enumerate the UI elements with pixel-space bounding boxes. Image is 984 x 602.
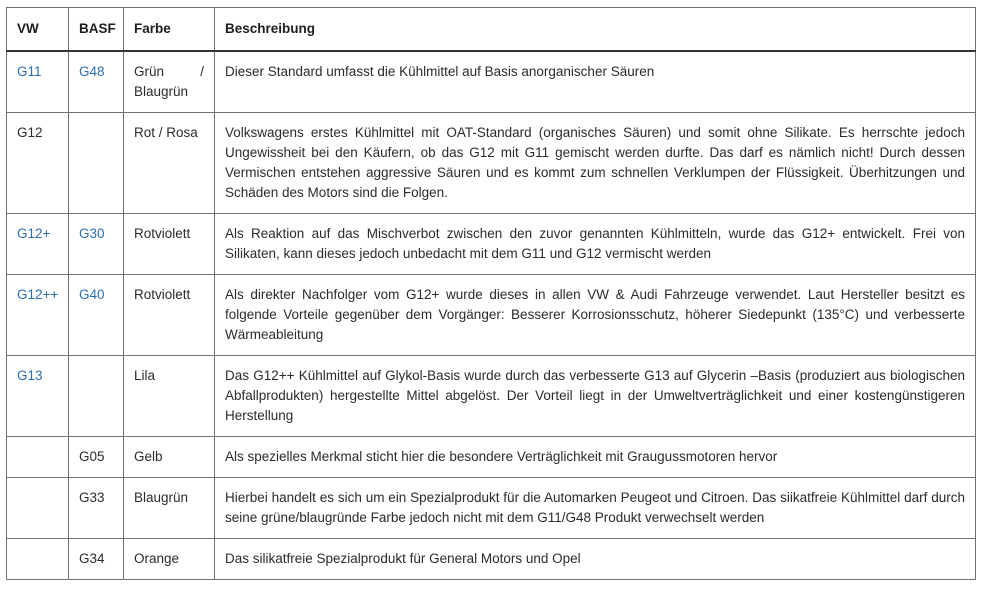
cell-vw[interactable] xyxy=(7,356,69,437)
table-row xyxy=(7,113,976,214)
cell-basf[interactable] xyxy=(69,51,124,113)
cell-beschreibung: Das G12++ Kühlmittel auf Glykol-Basis wurde durch das verbesserte G13 auf Glycerin –Basis (produziert aus biologischen Abfallprodukten) hergestellte Mittel abgelöst. Der Vorteil liegt in der Umweltverträglichkeit und einer kostengünstigeren Herstellung xyxy=(215,356,976,437)
cell-vw[interactable] xyxy=(7,214,69,275)
cell-farbe: Gelb xyxy=(124,437,215,478)
cell-vw xyxy=(7,478,69,539)
table-row xyxy=(7,275,976,356)
header-beschreibung: Beschreibung xyxy=(215,8,976,52)
coolant-table-container xyxy=(6,7,975,580)
table-row xyxy=(7,478,976,539)
cell-beschreibung: Volkswagens erstes Kühlmittel mit OAT-Standard (organisches Säuren) und somit ohne Silikate. Es herrschte jedoch Ungewissheit bei den Käufern, ob das G12 mit G11 gemischt werden durfte. Das darf es nämlich nicht! Durch dessen Vermischen entstehen aggressive Säuren und es kommt zum schnellen Verklumpen der Flüssigkeit. Überhitzungen und Schäden des Motors sind die Folgen. xyxy=(215,113,976,214)
coolant-comparison-table xyxy=(6,7,976,580)
cell-farbe: Rotviolett xyxy=(124,275,215,356)
cell-vw[interactable] xyxy=(7,51,69,113)
cell-farbe: Orange xyxy=(124,539,215,580)
cell-vw xyxy=(7,437,69,478)
cell-basf[interactable] xyxy=(69,214,124,275)
cell-basf[interactable] xyxy=(69,275,124,356)
vw-link[interactable]: G12+ xyxy=(17,226,51,241)
table-row xyxy=(7,539,976,580)
header-farbe: Farbe xyxy=(124,8,215,52)
cell-vw: G12 xyxy=(7,113,69,214)
cell-beschreibung: Als spezielles Merkmal sticht hier die besondere Verträglichkeit mit Graugussmotoren hervor xyxy=(215,437,976,478)
cell-basf: G33 xyxy=(69,478,124,539)
basf-link[interactable]: G30 xyxy=(79,226,105,241)
cell-vw xyxy=(7,539,69,580)
cell-basf xyxy=(69,113,124,214)
cell-beschreibung: Als direkter Nachfolger vom G12+ wurde dieses in allen VW & Audi Fahrzeuge verwendet. Laut Hersteller besitzt es folgende Vorteile gegenüber dem Vorgänger: Besserer Korrosionsschutz, höherer Siedepunkt (135°C) und verbesserte Wärmeableitung xyxy=(215,275,976,356)
vw-link[interactable]: G12++ xyxy=(17,287,59,302)
cell-vw[interactable] xyxy=(7,275,69,356)
header-basf: BASF xyxy=(69,8,124,52)
cell-basf: G05 xyxy=(69,437,124,478)
cell-basf: G34 xyxy=(69,539,124,580)
cell-farbe: Rotviolett xyxy=(124,214,215,275)
cell-beschreibung: Dieser Standard umfasst die Kühlmittel auf Basis anorganischer Säuren xyxy=(215,51,976,113)
vw-link[interactable]: G11 xyxy=(17,64,42,79)
basf-link[interactable]: G48 xyxy=(79,64,105,79)
table-row xyxy=(7,51,976,113)
table-row xyxy=(7,437,976,478)
table-row xyxy=(7,356,976,437)
cell-beschreibung: Hierbei handelt es sich um ein Spezialprodukt für die Automarken Peugeot und Citroen. Das siikatfreie Kühlmittel darf durch seine grüne/blaugründe Farbe jedoch nicht mit dem G11/G48 Produkt verwechselt werden xyxy=(215,478,976,539)
vw-link[interactable]: G13 xyxy=(17,368,43,383)
cell-farbe: Rot / Rosa xyxy=(124,113,215,214)
cell-farbe: Blaugrün xyxy=(124,478,215,539)
cell-farbe: Grün / Blaugrün xyxy=(124,51,215,113)
table-row xyxy=(7,214,976,275)
table-header-row xyxy=(7,8,976,52)
cell-basf xyxy=(69,356,124,437)
cell-beschreibung: Als Reaktion auf das Mischverbot zwischen den zuvor genannten Kühlmitteln, wurde das G12+ entwickelt. Frei von Silikaten, kann dieses jedoch unbedacht mit dem G11 und G12 vermischt werden xyxy=(215,214,976,275)
header-vw: VW xyxy=(7,8,69,52)
basf-link[interactable]: G40 xyxy=(79,287,105,302)
cell-farbe: Lila xyxy=(124,356,215,437)
cell-beschreibung: Das silikatfreie Spezialprodukt für General Motors und Opel xyxy=(215,539,976,580)
